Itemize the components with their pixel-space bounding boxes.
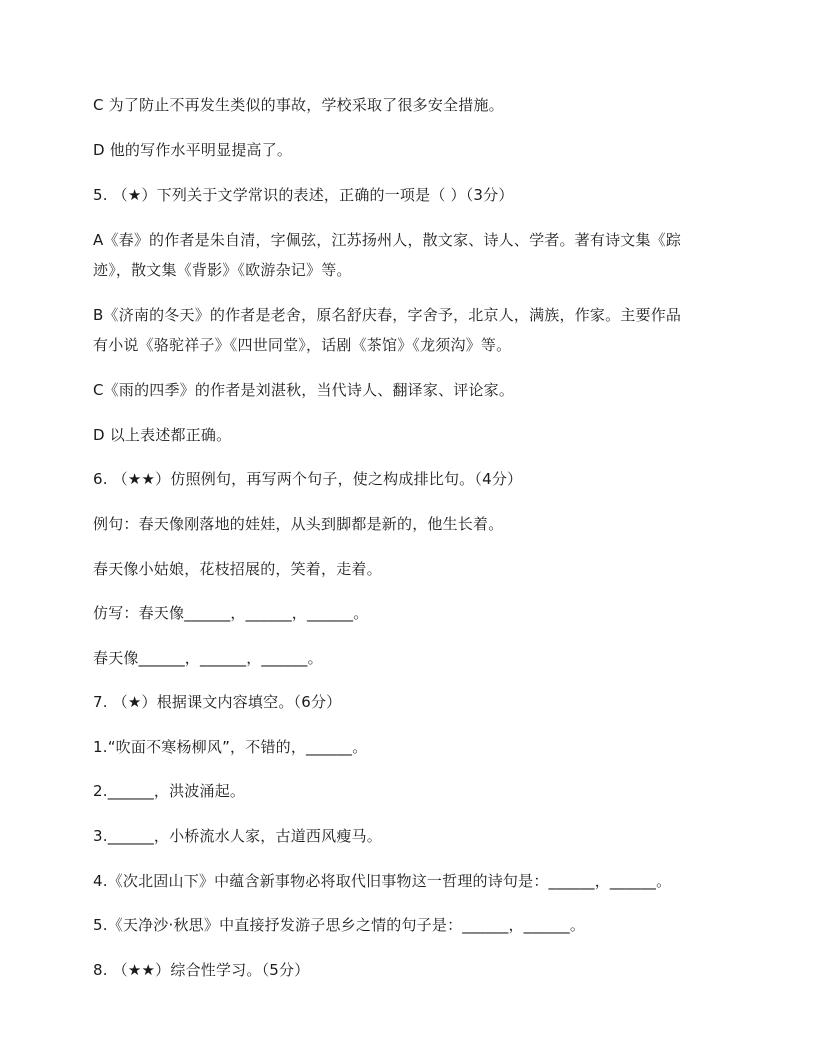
q5-option-b-line-1: B《济南的冬天》的作者是老舍，原名舒庆春，字舍予，北京人，满族，作家。主要作品 — [93, 306, 682, 324]
question-8-title: 8. （★★）综合性学习。（5分） — [93, 961, 310, 979]
q5-option-d: D 以上表述都正确。 — [93, 426, 232, 444]
q6-imitation-2: 春天像______，______，______。 — [93, 649, 323, 667]
q7-item-5: 5.《天净沙·秋思》中直接抒发游子思乡之情的句子是：______，______。 — [93, 916, 586, 934]
q5-option-a-line-2: 迹》，散文集《背影》《欧游杂记》等。 — [93, 261, 352, 279]
q5-option-a-line-1: A《春》的作者是朱自清，字佩弦，江苏扬州人，散文家、诗人、学者。著有诗文集《踪 — [93, 231, 682, 249]
q7-item-4: 4.《次北固山下》中蕴含新事物必将取代旧事物这一哲理的诗句是：______，______。 — [93, 872, 672, 890]
q6-example-1: 例句：春天像刚落地的娃娃，从头到脚都是新的，他生长着。 — [93, 515, 504, 533]
q6-imitation-1: 仿写：春天像______，______，______。 — [93, 604, 369, 622]
q6-example-2: 春天像小姑娘，花枝招展的，笑着，走着。 — [93, 560, 382, 578]
q5-option-b-line-2: 有小说《骆驼祥子》《四世同堂》，话剧《茶馆》《龙须沟》等。 — [93, 336, 512, 354]
option-d-line: D 他的写作水平明显提高了。 — [93, 141, 293, 159]
q7-item-1: 1.“吹面不寒杨柳风”，不错的，______。 — [93, 738, 368, 756]
question-5-title: 5. （★）下列关于文学常识的表述，正确的一项是（ ）（3分） — [93, 186, 514, 204]
q7-item-3: 3.______，小桥流水人家，古道西风瘦马。 — [93, 827, 382, 845]
question-7-title: 7. （★）根据课文内容填空。（6分） — [93, 693, 342, 711]
q5-option-c: C《雨的四季》的作者是刘湛秋，当代诗人、翻译家、评论家。 — [93, 381, 515, 399]
question-6-title: 6. （★★）仿照例句，再写两个句子，使之构成排比句。（4分） — [93, 470, 523, 488]
q7-item-2: 2.______，洪波涌起。 — [93, 782, 246, 800]
option-c-line: C 为了防止不再发生类似的事故，学校采取了很多安全措施。 — [93, 96, 504, 114]
